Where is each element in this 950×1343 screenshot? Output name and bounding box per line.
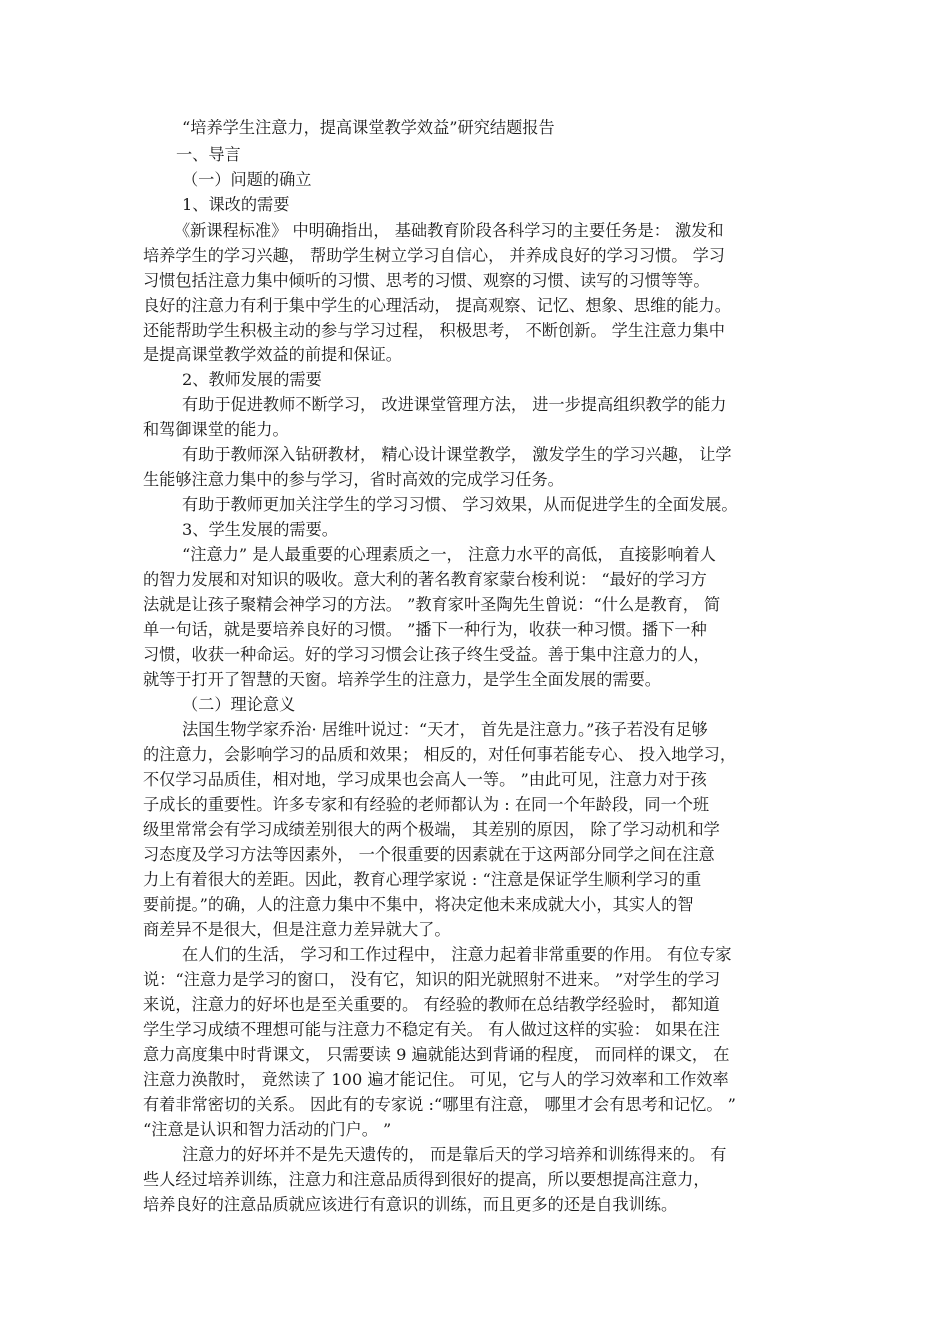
paragraph-line: 商差异不是很大，但是注意力差异就大了。 <box>143 920 451 939</box>
paragraph-line: 的注意力，会影响学习的品质和效果； 相反的，对任何事若能专心、 投入地学习， <box>143 745 737 764</box>
paragraph-line: 有着非常密切的关系。 因此有的专家说 :“哪里有注意， 哪里才会有思考和记忆。 ” <box>143 1095 736 1114</box>
paragraph-line: 注意力涣散时， 竟然读了 100 遍才能记住。 可见，它与人的学习效率和工作效率 <box>143 1070 729 1089</box>
paragraph-line: 法国生物学家乔治· 居维叶说过：“天才， 首先是注意力。”孩子若没有足够 <box>182 720 708 739</box>
paragraph-line: 来说，注意力的好坏也是至关重要的。 有经验的教师在总结教学经验时， 都知道 <box>143 995 720 1014</box>
paragraph-line: 单一句话，就是要培养良好的习惯。 ”播下一种行为，收获一种习惯。播下一种 <box>143 620 707 639</box>
paragraph-line: “注意力” 是人最重要的心理素质之一， 注意力水平的高低， 直接影响着人 <box>182 545 716 564</box>
paragraph-line: 《新课程标准》 中明确指出， 基础教育阶段各科学习的主要任务是： 激发和 <box>174 221 724 240</box>
paragraph-line: 些人经过培养训练，注意力和注意品质得到很好的提高，所以要想提高注意力， <box>143 1170 710 1189</box>
paragraph-line: 是提高课堂教学效益的前提和保证。 <box>143 345 402 364</box>
paragraph-line: 就等于打开了智慧的天窗。培养学生的注意力，是学生全面发展的需要。 <box>143 670 661 689</box>
paragraph-line: 良好的注意力有利于集中学生的心理活动， 提高观察、记忆、想象、思维的能力。 <box>143 296 731 315</box>
paragraph-line: 注意力的好坏并不是先天遗传的， 而是靠后天的学习培养和训练得来的。 有 <box>182 1145 727 1164</box>
item-heading-student: 3、学生发展的需要。 <box>182 520 338 539</box>
paragraph-line: 有助于教师深入钻研教材， 精心设计课堂教学， 激发学生的学习兴趣， 让学 <box>182 445 732 464</box>
paragraph-line: 习惯包括注意力集中倾听的习惯、思考的习惯、观察的习惯、读写的习惯等等。 <box>143 271 710 290</box>
paragraph-line: 力上有着很大的差距。因此，教育心理学家说 : “注意是保证学生顺利学习的重 <box>143 870 702 889</box>
item-heading-teacher: 2、教师发展的需要 <box>182 370 322 389</box>
paragraph-line: 培养良好的注意品质就应该进行有意识的训练，而且更多的还是自我训练。 <box>143 1195 678 1214</box>
paragraph-line: 说：“注意力是学习的窗口， 没有它，知识的阳光就照射不进来。 ”对学生的学习 <box>143 970 721 989</box>
paragraph-line: 在人们的生活， 学习和工作过程中， 注意力起着非常重要的作用。 有位专家 <box>182 945 732 964</box>
paragraph-line: 意力高度集中时背课文， 只需要读 9 遍就能达到背诵的程度， 而同样的课文， 在 <box>143 1045 730 1064</box>
paragraph-line: 不仅学习品质佳，相对地，学习成果也会高人一等。 ”由此可见，注意力对于孩 <box>143 770 707 789</box>
paragraph-line: 学生学习成绩不理想可能与注意力不稳定有关。 有人做过这样的实验： 如果在注 <box>143 1020 720 1039</box>
paragraph-line: 有助于教师更加关注学生的学习习惯、 学习效果，从而促进学生的全面发展。 <box>182 495 738 514</box>
paragraph-line: 培养学生的学习兴趣， 帮助学生树立学习自信心， 并养成良好的学习习惯。 学习 <box>143 246 725 265</box>
section-heading-introduction: 一、导言 <box>176 145 241 164</box>
paragraph-line: 生能够注意力集中的参与学习，省时高效的完成学习任务。 <box>143 470 564 489</box>
paragraph-line: 还能帮助学生积极主动的参与学习过程， 积极思考， 不断创新。 学生注意力集中 <box>143 321 725 340</box>
paragraph-line: 级里常常会有学习成绩差别很大的两个极端， 其差别的原因， 除了学习动机和学 <box>143 820 720 839</box>
paragraph-line: 子成长的重要性。许多专家和有经验的老师都认为 : 在同一个年龄段，同一个班 <box>143 795 710 814</box>
item-heading-curriculum: 1、课改的需要 <box>182 195 290 214</box>
paragraph-line: “注意是认识和智力活动的门户。 ” <box>143 1120 392 1139</box>
paragraph-line: 的智力发展和对知识的吸收。意大利的著名教育家蒙台梭利说： “最好的学习方 <box>143 570 707 589</box>
paragraph-line: 法就是让孩子聚精会神学习的方法。 ”教育家叶圣陶先生曾说：“什么是教育， 简 <box>143 595 721 614</box>
subsection-heading-problem: （一）问题的确立 <box>182 170 312 189</box>
paragraph-line: 要前提。”的确，人的注意力集中不集中，将决定他未来成就大小，其实人的智 <box>143 895 694 914</box>
paragraph-line: 和驾御课堂的能力。 <box>143 420 289 439</box>
report-title: “培养学生注意力，提高课堂教学效益”研究结题报告 <box>182 118 555 137</box>
subsection-heading-theory: （二）理论意义 <box>182 695 296 714</box>
paragraph-line: 有助于促进教师不断学习， 改进课堂管理方法， 进一步提高组织教学的能力 <box>182 395 727 414</box>
paragraph-line: 习惯，收获一种命运。好的学习习惯会让孩子终生受益。善于集中注意力的人， <box>143 645 710 664</box>
paragraph-line: 习态度及学习方法等因素外， 一个很重要的因素就在于这两部分同学之间在注意 <box>143 845 715 864</box>
